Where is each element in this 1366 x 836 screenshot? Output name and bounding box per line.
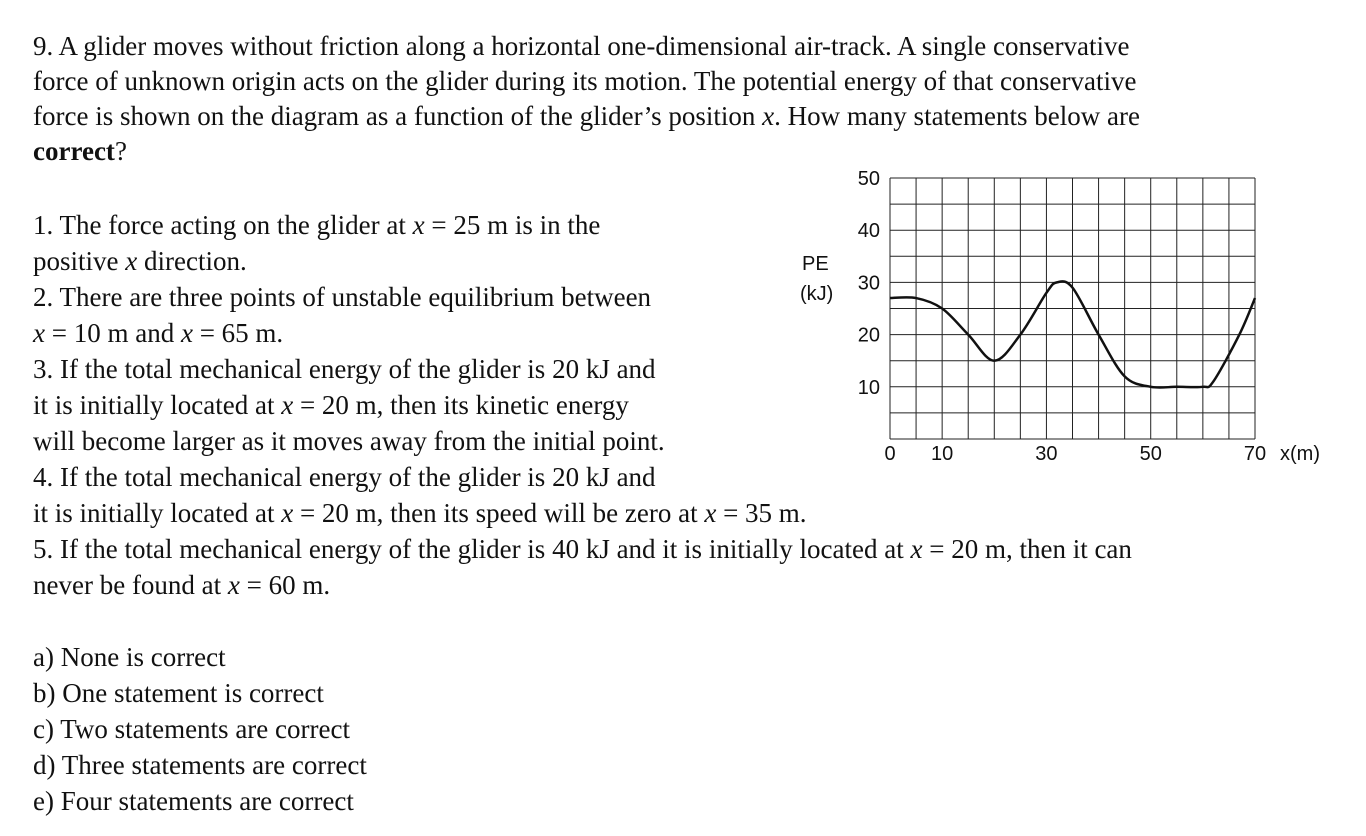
x-tick-label: 10 [931,443,954,465]
x-tick-label: 0 [884,443,896,465]
y-tick-label: 30 [857,272,880,295]
variable-x: x [704,498,717,528]
statement-text: positive [33,246,126,276]
question-line-3 [33,98,1140,134]
statement-text: = 25 m is in the [424,210,601,240]
statement-1-line-1 [33,207,600,243]
statement-2-line-2 [33,315,283,351]
question-line-1 [33,28,1129,64]
variable-x: x [281,390,294,420]
statement-text: never be found at [33,570,228,600]
statement-text: it is initially located at [33,498,282,528]
statement-text: = 60 m. [239,570,331,600]
question-line-4 [33,133,127,169]
x-tick-label: 50 [1139,443,1162,465]
statement-text: it is initially located at [33,390,282,420]
statement-text: = 10 m and [44,318,181,348]
variable-x: x [33,318,45,348]
statement-5-line-1 [33,531,1132,567]
statement-5-line-2 [33,567,330,603]
x-tick-label: 30 [1035,443,1058,465]
y-tick-label: 50 [857,168,880,190]
variable-x: x [281,498,294,528]
y-tick-labels [858,168,880,399]
variable-x: x [125,246,138,276]
statement-text: = 20 m, then it can [922,534,1132,564]
y-tick-label: 20 [857,324,880,347]
choice-c: c) Two statements are correct [33,714,350,744]
x-tick-label: 70 [1243,443,1267,465]
choice-d: d) Three statements are correct [33,750,367,780]
chart-grid [890,178,1255,439]
variable-x: x [180,318,193,348]
question-text-3a: force is shown on the diagram as a function of the glider’s position [33,101,763,131]
variable-x: x [910,534,923,564]
variable-x: x [412,210,425,240]
choice-a: a) None is correct [33,642,226,672]
choice-b: b) One statement is correct [33,678,324,708]
variable-x: x [227,570,240,600]
statement-2-line-1: 2. There are three points of unstable equilibrium between [33,282,652,312]
statement-text: 5. If the total mechanical energy of the glider is 40 kJ and it is initially located at [33,534,911,564]
potential-energy-chart [790,160,1340,470]
correct-emphasis: correct [33,136,115,166]
question-text-3b: . How many statements below are [774,101,1140,131]
y-tick-label: 40 [857,220,880,243]
statement-text: direction. [137,246,247,276]
y-axis-label-unit: (kJ) [800,283,834,305]
statement-3-line-2 [33,387,629,423]
y-tick-label: 10 [857,376,880,399]
statement-4-line-1: 4. If the total mechanical energy of the glider is 20 kJ and [33,462,656,492]
statement-3-line-1: 3. If the total mechanical energy of the glider is 20 kJ and [33,354,656,384]
variable-x: x [762,101,775,131]
statement-1-line-2 [33,243,247,279]
statement-text: = 20 m, then its kinetic energy [293,390,629,420]
statement-4-line-2 [33,495,807,531]
question-mark: ? [114,136,127,166]
x-tick-labels [884,443,1266,465]
question-line-2: force of unknown origin acts on the glider during its motion. The potential energy of that conservative [33,66,1137,96]
choice-e: e) Four statements are correct [33,786,354,816]
statement-text: = 35 m. [716,498,807,528]
statement-3-line-3: will become larger as it moves away from the initial point. [33,426,665,456]
statement-text: = 20 m, then its speed will be zero at [293,498,705,528]
statement-text: 1. The force acting on the glider at [33,210,413,240]
statement-text: = 65 m. [192,318,284,348]
question-number: 9. [33,31,54,61]
question-text-1: A glider moves without friction along a horizontal one-dimensional air-track. A single conservative [58,31,1130,61]
x-axis-label: x(m) [1280,443,1320,465]
y-axis-label-pe: PE [802,253,829,275]
